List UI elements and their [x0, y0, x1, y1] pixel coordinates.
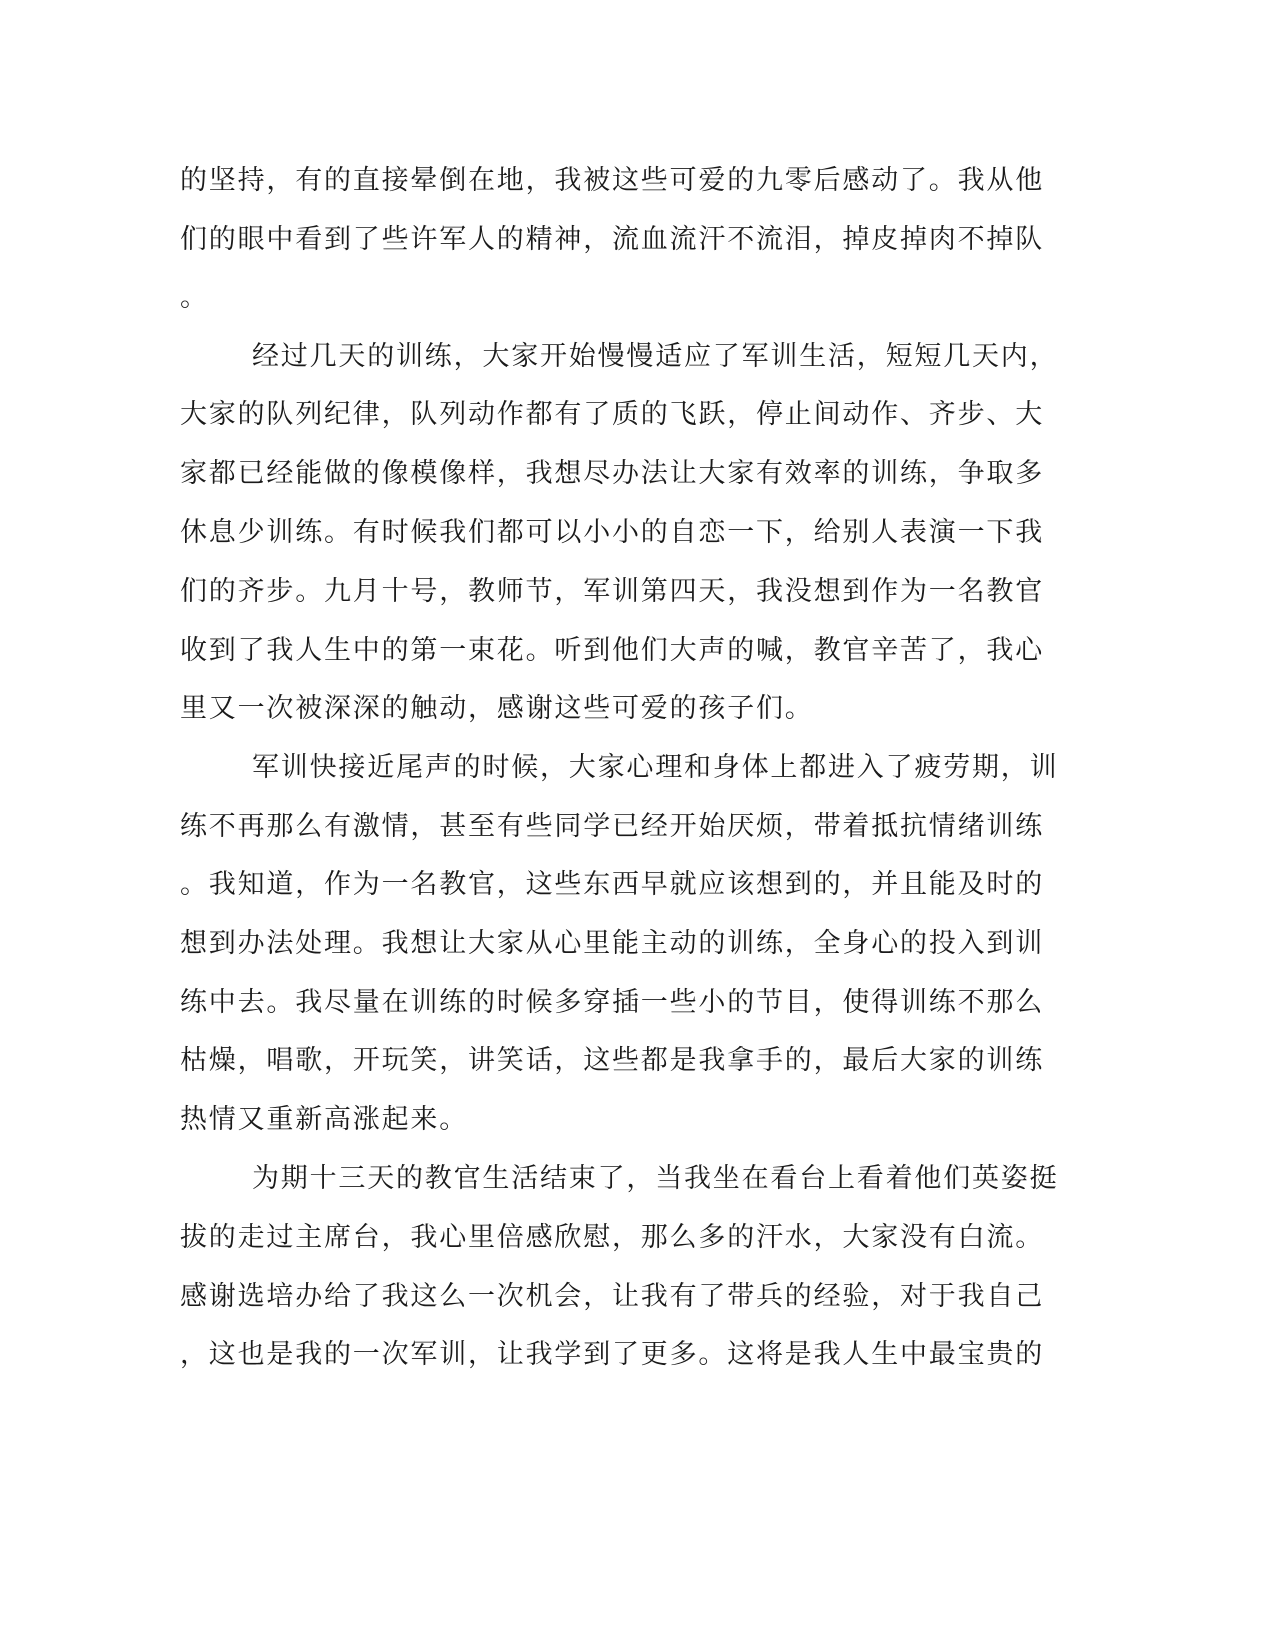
paragraph-first-line: 为期十三天的教官生活结束了，当我坐在看台上看着他们英姿挺 — [252, 1163, 1059, 1194]
text-line: 休息少训练。有时候我们都可以小小的自恋一下，给别人表演一下我 — [180, 517, 1044, 548]
text-line: ，这也是我的一次军训，让我学到了更多。这将是我人生中最宝贵的 — [180, 1339, 1044, 1370]
text-line: 感谢选培办给了我这么一次机会，让我有了带兵的经验，对于我自己 — [180, 1281, 1044, 1312]
text-line: 练中去。我尽量在训练的时候多穿插一些小的节目，使得训练不那么 — [180, 987, 1044, 1018]
text-line: 拔的走过主席台，我心里倍感欣慰，那么多的汗水，大家没有白流。 — [180, 1222, 1044, 1253]
text-line: 。我知道，作为一名教官，这些东西早就应该想到的，并且能及时的 — [180, 869, 1044, 900]
text-line: 想到办法处理。我想让大家从心里能主动的训练，全身心的投入到训 — [180, 928, 1044, 959]
text-line: 家都已经能做的像模像样，我想尽办法让大家有效率的训练，争取多 — [180, 458, 1044, 489]
paragraph-first-line: 经过几天的训练，大家开始慢慢适应了军训生活，短短几天内， — [252, 341, 1059, 372]
paragraph-first-line: 军训快接近尾声的时候，大家心理和身体上都进入了疲劳期，训 — [252, 752, 1059, 783]
text-line: 热情又重新高涨起来。 — [180, 1104, 468, 1135]
text-line: 们的齐步。九月十号，教师节，军训第四天，我没想到作为一名教官 — [180, 576, 1044, 607]
text-line: 。 — [180, 282, 209, 313]
text-line: 大家的队列纪律，队列动作都有了质的飞跃，停止间动作、齐步、大 — [180, 399, 1044, 430]
text-line: 收到了我人生中的第一束花。听到他们大声的喊，教官辛苦了，我心 — [180, 635, 1044, 666]
text-line: 里又一次被深深的触动，感谢这些可爱的孩子们。 — [180, 693, 814, 724]
text-line: 们的眼中看到了些许军人的精神，流血流汗不流泪，掉皮掉肉不掉队 — [180, 224, 1044, 255]
text-line: 枯燥，唱歌，开玩笑，讲笑话，这些都是我拿手的，最后大家的训练 — [180, 1045, 1044, 1076]
text-line: 练不再那么有激情，甚至有些同学已经开始厌烦，带着抵抗情绪训练 — [180, 811, 1044, 842]
text-line: 的坚持，有的直接晕倒在地，我被这些可爱的九零后感动了。我从他 — [180, 165, 1044, 196]
